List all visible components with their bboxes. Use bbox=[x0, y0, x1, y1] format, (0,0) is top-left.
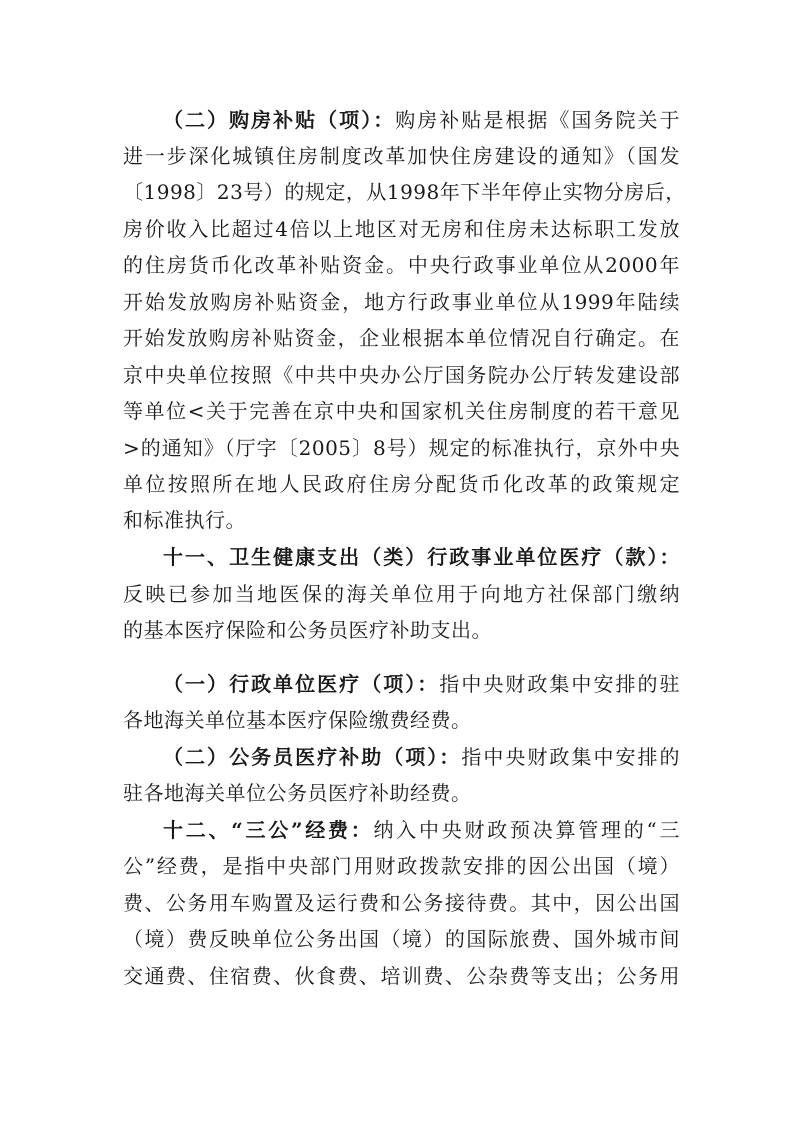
paragraph-line: 交通费、住宿费、伙食费、培训费、公杂费等支出；公务用 bbox=[123, 964, 680, 988]
paragraph-line: 进一步深化城镇住房制度改革加快住房建设的通知》（国发 bbox=[123, 144, 680, 168]
paragraph-line: 开始发放购房补贴资金，地方行政事业单位从1999年陆续 bbox=[123, 290, 680, 314]
section-heading: （二）公务员医疗补助（项）： bbox=[163, 745, 462, 769]
paragraph-line: 反映已参加当地医保的海关单位用于向地方社保部门缴纳 bbox=[123, 582, 680, 606]
line-text: 指中央财政集中安排的 bbox=[461, 745, 681, 769]
section-heading: （二）购房补贴（项）： bbox=[163, 108, 396, 132]
paragraph-line: （境）费反映单位公务出国（境）的国际旅费、国外城市间 bbox=[123, 927, 680, 951]
line-text: 指中央财政集中安排的驻 bbox=[439, 672, 681, 696]
paragraph-line: 驻各地海关单位公务员医疗补助经费。 bbox=[123, 781, 472, 805]
paragraph-line: 的基本医疗保险和公务员医疗补助支出。 bbox=[123, 618, 492, 642]
paragraph-line: 房价收入比超过4倍以上地区对无房和住房未达标职工发放 bbox=[123, 217, 680, 241]
paragraph-line: 〔1998〕23号）的规定，从1998年下半年停止实物分房后， bbox=[123, 180, 686, 204]
line-text: 购房补贴是根据《国务院关于 bbox=[395, 108, 681, 132]
paragraph-line: 费、公务用车购置及运行费和公务接待费。其中，因公出国 bbox=[123, 891, 680, 915]
paragraph-line: 的住房货币化改革补贴资金。中央行政事业单位从2000年 bbox=[123, 253, 680, 277]
paragraph-line: 公”经费，是指中央部门用财政拨款安排的因公出国（境） bbox=[123, 854, 680, 878]
paragraph-line: 各地海关单位基本医疗保险缴费经费。 bbox=[123, 708, 472, 732]
paragraph-line bbox=[163, 739, 680, 775]
section-heading: 十一、卫生健康支出（类）行政事业单位医疗（款）： bbox=[163, 545, 680, 569]
paragraph-line bbox=[163, 666, 680, 702]
paragraph-line: 和标准执行。 bbox=[123, 508, 246, 532]
paragraph-line: 开始发放购房补贴资金，企业根据本单位情况自行确定。在 bbox=[123, 326, 680, 350]
paragraph-line: 单位按照所在地人民政府住房分配货币化改革的政策规定 bbox=[123, 472, 680, 496]
paragraph-line: 等单位<关于完善在京中央和国家机关住房制度的若干意见 bbox=[123, 399, 680, 423]
line-text: 纳入中央财政预决算管理的“三 bbox=[373, 818, 680, 842]
section-heading: （一）行政单位医疗（项）： bbox=[163, 672, 440, 696]
section-heading: 十二、“三公”经费： bbox=[163, 818, 374, 842]
paragraph-line bbox=[163, 102, 680, 138]
paragraph-line bbox=[163, 812, 680, 848]
paragraph-line bbox=[163, 539, 680, 575]
paragraph-line: >的通知》（厅字〔2005〕8号）规定的标准执行，京外中央 bbox=[123, 436, 680, 460]
paragraph-line: 京中央单位按照《中共中央办公厅国务院办公厅转发建设部 bbox=[123, 363, 680, 387]
